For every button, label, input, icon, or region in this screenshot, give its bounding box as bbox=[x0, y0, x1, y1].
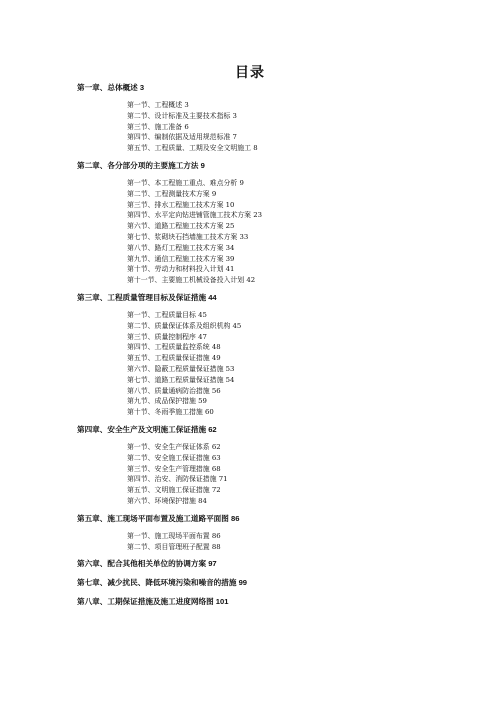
toc-section-item[interactable]: 第五节、工程质量保证措施 49 bbox=[127, 354, 221, 363]
toc-section-item[interactable]: 第三节、安全生产管理措施 68 bbox=[127, 464, 221, 473]
toc-chapter bbox=[0, 292, 500, 424]
toc-section-item[interactable]: 第一节、工程质量目标 45 bbox=[127, 310, 207, 319]
page-title: 目录 bbox=[235, 65, 265, 81]
toc-section-item[interactable]: 第二节、项目管理班子配置 88 bbox=[127, 542, 221, 551]
toc-section-item[interactable]: 第九节、成品保护措施 59 bbox=[127, 397, 207, 406]
toc-section-item[interactable]: 第四节、工程质量监控系统 48 bbox=[127, 343, 221, 352]
toc-chapter-heading[interactable]: 第四章、安全生产及文明施工保证措施 62 bbox=[77, 424, 217, 434]
toc-chapter-heading[interactable]: 第七章、减少扰民、降低环境污染和噪音的措施 99 bbox=[77, 578, 248, 588]
toc-section-item[interactable]: 第二节、质量保证体系及组织机构 45 bbox=[127, 321, 242, 330]
toc-section-item[interactable]: 第八节、质量通病防治措施 56 bbox=[127, 386, 221, 395]
toc-section-item[interactable]: 第二节、安全施工保证措施 63 bbox=[127, 453, 221, 462]
toc-section-item[interactable]: 第五节、工程质量、工期及安全文明施工 8 bbox=[127, 144, 258, 153]
toc-section-item[interactable]: 第四节、治安、消防保证措施 71 bbox=[127, 475, 228, 484]
toc-section-item[interactable]: 第六节、道路工程施工技术方案 25 bbox=[127, 222, 235, 231]
toc-section-item[interactable]: 第一节、本工程施工重点、难点分析 9 bbox=[127, 178, 244, 187]
toc-section-item[interactable]: 第十节、劳动力和材料投入计划 41 bbox=[127, 265, 235, 274]
toc-chapter-heading[interactable]: 第八章、工期保证措施及施工进度网络图 101 bbox=[77, 597, 229, 607]
toc-chapter-heading[interactable]: 第五章、施工现场平面布置及施工道路平面图 86 bbox=[77, 513, 240, 523]
toc-section-item[interactable]: 第一节、施工现场平面布置 86 bbox=[127, 531, 221, 540]
toc-section-item[interactable]: 第四节、水平定向钻进铺管施工技术方案 23 bbox=[127, 211, 262, 220]
toc-section-item[interactable]: 第三节、质量控制程序 47 bbox=[127, 332, 207, 341]
toc-section-item[interactable]: 第三节、排水工程施工技术方案 10 bbox=[127, 200, 235, 209]
toc-chapter bbox=[0, 160, 500, 292]
toc-chapter bbox=[0, 577, 500, 596]
toc-chapter-heading[interactable]: 第二章、各分部分项的主要施工方法 9 bbox=[77, 160, 205, 170]
toc-section-item[interactable]: 第一节、安全生产保证体系 62 bbox=[127, 442, 221, 451]
toc-section-item[interactable]: 第七节、浆砌块石挡墙施工技术方案 33 bbox=[127, 232, 249, 241]
toc-section-item[interactable]: 第一节、工程概述 3 bbox=[127, 101, 189, 109]
toc-section-list bbox=[0, 100, 500, 154]
toc-chapter bbox=[0, 596, 500, 615]
toc-chapter-heading[interactable]: 第一章、总体概述 3 bbox=[77, 83, 145, 92]
toc-section-list bbox=[0, 531, 500, 553]
toc-section-item[interactable]: 第四节、编制依据及适用规范标准 7 bbox=[127, 133, 237, 142]
toc-section-item[interactable]: 第三节、施工准备 6 bbox=[127, 122, 189, 131]
toc-section-item[interactable]: 第十一节、主要施工机械设备投入计划 42 bbox=[127, 276, 256, 285]
toc-section-item[interactable]: 第六节、隐蔽工程质量保证措施 53 bbox=[127, 364, 235, 373]
toc-section-item[interactable]: 第五节、文明施工保证措施 72 bbox=[127, 486, 221, 495]
toc-chapter bbox=[0, 558, 500, 577]
toc-section-list bbox=[0, 310, 500, 418]
toc-section-item[interactable]: 第二节、设计标准及主要技术指标 3 bbox=[127, 111, 237, 120]
table-of-contents bbox=[0, 82, 500, 615]
toc-chapter bbox=[0, 513, 500, 559]
spacer bbox=[0, 570, 500, 577]
toc-section-item[interactable]: 第九节、通信工程施工技术方案 39 bbox=[127, 254, 235, 263]
toc-section-item[interactable]: 第十节、冬雨季施工措施 60 bbox=[127, 408, 214, 417]
toc-section-list bbox=[0, 178, 500, 286]
toc-chapter-heading[interactable]: 第六章、配合其他相关单位的协调方案 97 bbox=[77, 559, 217, 569]
toc-section-item[interactable]: 第六节、环境保护措施 84 bbox=[127, 496, 207, 505]
toc-chapter bbox=[0, 82, 500, 160]
toc-chapter-heading[interactable]: 第三章、工程质量管理目标及保证措施 44 bbox=[77, 292, 217, 302]
spacer bbox=[0, 608, 500, 615]
toc-chapter bbox=[0, 424, 500, 513]
spacer bbox=[0, 589, 500, 596]
toc-section-list bbox=[0, 442, 500, 507]
toc-section-item[interactable]: 第二节、工程测量技术方案 9 bbox=[127, 189, 217, 198]
toc-section-item[interactable]: 第八节、路灯工程施工技术方案 34 bbox=[127, 243, 235, 252]
toc-section-item[interactable]: 第七节、道路工程质量保证措施 54 bbox=[127, 375, 235, 384]
